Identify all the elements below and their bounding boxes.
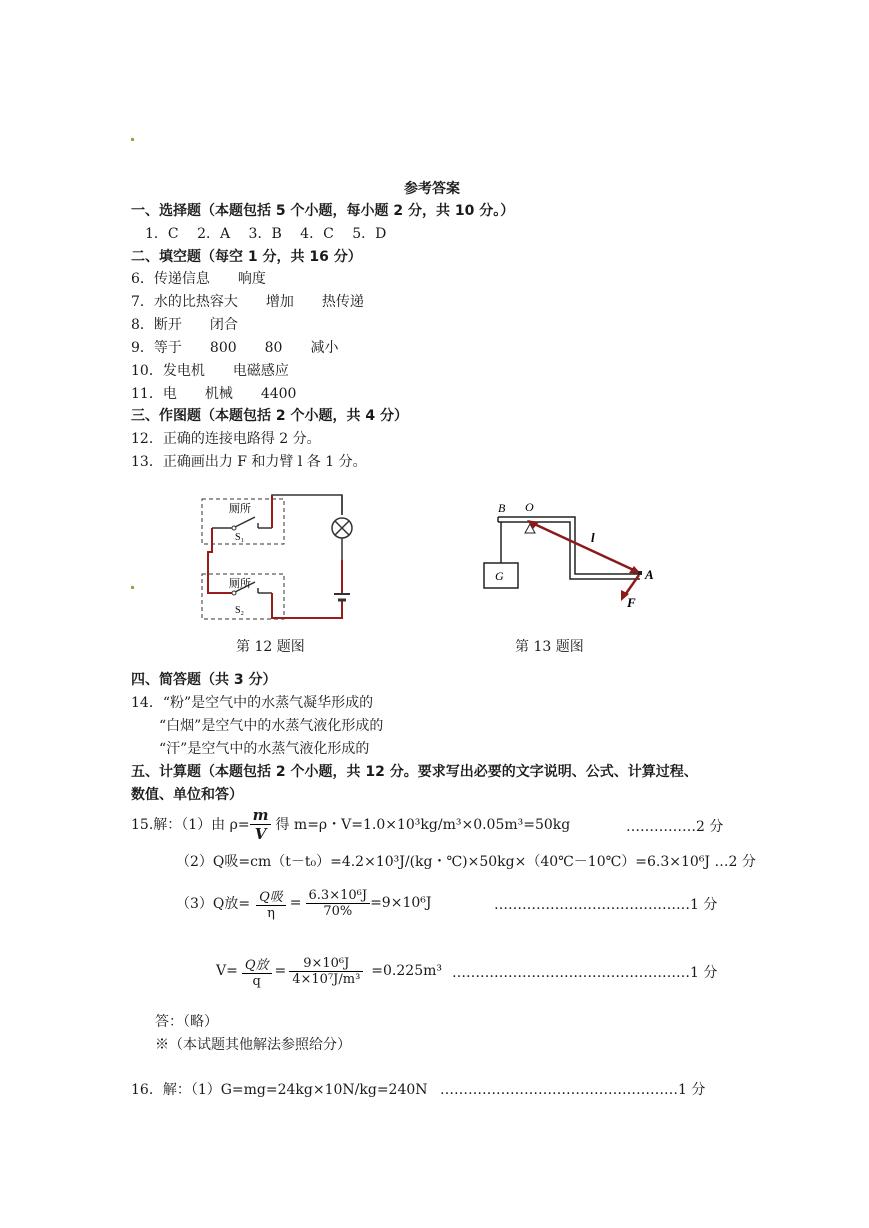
point-O-label: O xyxy=(525,500,534,514)
fraction-denominator: 70% xyxy=(323,903,353,919)
scan-mark xyxy=(131,138,134,141)
lever-diagram xyxy=(475,495,660,615)
fraction-denominator: 4×10⁷J/m³ xyxy=(292,971,361,987)
wire-bottom xyxy=(272,593,342,618)
section-3-heading: 三、作图题（本题包括 2 个小题，共 4 分） xyxy=(131,408,408,424)
step-3-rest: =9×10⁶J xyxy=(370,895,432,911)
fraction-numerator: Q吸 xyxy=(256,886,286,906)
answer-10: 10．发电机 电磁感应 xyxy=(131,363,289,379)
answer-15-step-1 xyxy=(131,806,570,842)
fraction-numerator: Q放 xyxy=(242,954,272,974)
point-A-label: A xyxy=(645,567,654,582)
step-1-prefix: 15.解：（1）由 ρ= xyxy=(131,817,250,833)
switch-1-id: S₁ xyxy=(235,532,245,543)
answer-16-score: ……………………………………………1 分 xyxy=(440,1082,706,1098)
lever-outer xyxy=(498,517,640,574)
heat-value-fraction xyxy=(306,888,371,919)
section-5-heading-cont: 数值、单位和答） xyxy=(131,787,243,803)
scan-mark xyxy=(131,586,134,589)
answer-15-step-3: （3）Q放= $\frac{\text{Q吸}}{\eta}$ = $\frac{\text{6.3×10⁶J}}{70\%}$ =9×10⁶J xyxy=(176,887,432,921)
fraction-denominator: q xyxy=(252,973,261,989)
circuit-diagram xyxy=(195,490,365,625)
fraction-numerator: 6.3×10⁶J xyxy=(306,888,371,904)
step-4-prefix: V= xyxy=(216,963,238,979)
arm-l-label: l xyxy=(591,530,595,545)
switch-2-id: S₂ xyxy=(235,605,245,616)
answer-12: 12．正确的连接电路得 2 分。 xyxy=(131,431,321,447)
step-4-rest: =0.225m³ xyxy=(371,963,442,979)
figure-12-caption: 第 12 题图 xyxy=(236,639,305,655)
section-5-heading: 五、计算题（本题包括 2 个小题，共 12 分。要求写出必要的文字说明、公式、计算过程、 xyxy=(131,764,698,780)
density-fraction xyxy=(250,806,272,843)
answer-14-line-2: “白烟”是空气中的水蒸气液化形成的 xyxy=(159,718,384,734)
answer-6: 6．传递信息 响度 xyxy=(131,271,266,287)
fraction-denominator: η xyxy=(267,905,275,921)
answer-14-line-1: 14．“粉”是空气中的水蒸气凝华形成的 xyxy=(131,695,374,711)
lever-arm-line xyxy=(530,522,638,572)
step-1-score: ……………2 分 xyxy=(626,819,724,835)
fraction-numerator: m xyxy=(250,806,272,825)
lever-inner xyxy=(498,522,640,579)
answer-15-step-4: V= $\frac{\text{Q放}}{q}$ = $\frac{\text{9×10⁶J}}{\text{4×10⁷J/m³}}$ =0.225m³ xyxy=(216,955,442,989)
volume-value-fraction xyxy=(289,956,363,987)
force-arrow xyxy=(625,575,639,595)
weight-label: G xyxy=(495,569,504,583)
switch-1-label: 厕所 xyxy=(229,503,251,515)
answer-8: 8．断开 闭合 xyxy=(131,317,238,333)
switch-2-label: 厕所 xyxy=(229,578,251,590)
point-A xyxy=(638,571,642,575)
answer-13: 13．正确画出力 F 和力臂 l 各 1 分。 xyxy=(131,454,367,470)
step-3-prefix: （3）Q放= xyxy=(176,896,251,912)
answer-14-line-3: “汗”是空气中的水蒸气液化形成的 xyxy=(159,741,370,757)
answer-9: 9．等于 800 80 减小 xyxy=(131,340,339,356)
fraction-numerator: 9×10⁶J xyxy=(289,956,363,972)
step-4-score: ……………………………………………1 分 xyxy=(452,965,718,981)
answer-7: 7．水的比热容大 增加 热传递 xyxy=(131,294,364,310)
fraction-denominator: V xyxy=(254,824,267,843)
section-4-heading: 四、简答题（共 3 分） xyxy=(131,672,277,688)
scoring-note: ※（本试题其他解法参照给分） xyxy=(155,1037,351,1053)
wire-top-right xyxy=(272,495,342,515)
answer-15-conclusion: 答：（略） xyxy=(155,1014,218,1030)
page-title: 参考答案 xyxy=(404,181,460,197)
heat-fraction xyxy=(256,886,286,921)
point-B-label: B xyxy=(498,501,506,515)
step-1-rest: 得 m=ρ・V=1.0×10³kg/m³×0.05m³=50kg xyxy=(275,817,571,833)
answer-11: 11．电 机械 4400 xyxy=(131,386,297,402)
section-1-heading: 一、选择题（本题包括 5 个小题，每小题 2 分，共 10 分。） xyxy=(131,203,515,219)
answer-16-step-1: 16．解：（1）G=mg=24kg×10N/kg=240N xyxy=(131,1082,428,1098)
choice-answers: 1．C 2．A 3．B 4．C 5．D xyxy=(145,226,387,242)
figure-13-caption: 第 13 题图 xyxy=(515,639,584,655)
step-3-score: ……………………………………1 分 xyxy=(494,897,718,913)
answer-15-step-2: （2）Q吸=cm（t－t₀）=4.2×10³J/(kg・℃)×50kg×（40℃－10℃）=6.3×10⁶J …2 分 xyxy=(176,854,756,870)
switch-1-blade xyxy=(235,517,255,527)
volume-fraction xyxy=(242,954,272,989)
force-F-label: F xyxy=(627,595,636,610)
section-2-heading: 二、填空题（每空 1 分，共 16 分） xyxy=(131,249,362,265)
